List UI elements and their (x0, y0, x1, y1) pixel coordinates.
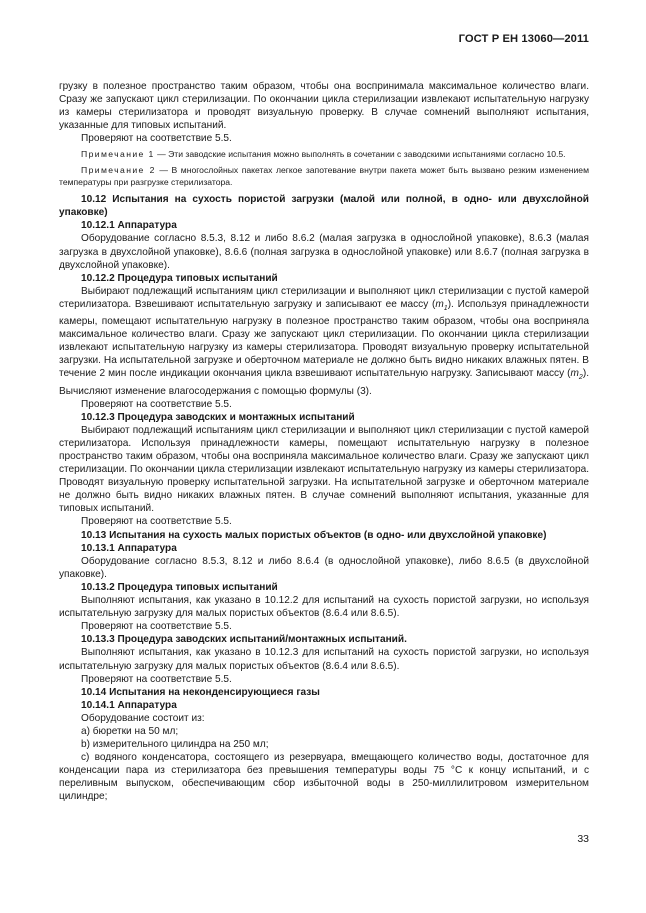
mass-symbol (570, 368, 583, 382)
list-item: c) водяного конденсатора, состоящего из резервуара, вмещающего количество воды, достаточное для конденсации пара из стерилизатора без превышения температуры воды 75 °C к концу испытаний, и с переливным выпуском, обеспечивающим сбор избыточной воды в 250-миллилитровом измерительном цилиндре; (59, 752, 589, 803)
paragraph: Оборудование состоит из: (81, 712, 205, 724)
paragraph: Проверяют на соответствие 5.5. (81, 133, 232, 145)
paragraph: Оборудование согласно 8.5.3, 8.12 и либо 8.6.2 (малая загрузка в однослойной упаковке), 8.6.3 (малая загрузка в двухслойной упаковке), 8.6.6 (полная загрузка в однослойной упаковке) или 8.6.7 (полная загрузка в двухслойной упаковке). (59, 233, 589, 271)
subscript: 2 (578, 374, 583, 382)
note-label: Примечание 2 (81, 165, 156, 176)
section-heading-10-13: 10.13 Испытания на сухость малых пористых объектов (в одно- или двухслойной упаковке) (81, 529, 547, 541)
subsection-heading-10-12-3: 10.12.3 Процедура заводских и монтажных испытаний (81, 411, 355, 423)
paragraph: Выбирают подлежащий испытаниям цикл стерилизации и выполняют цикл стерилизации с пустой камерой стерилизатора. Используя принадлежности камеры, помещают испытательную нагрузку в полезное пространство таким образом, чтобы она восприняла максимальное количество влаги. Сразу же запускают цикл стерилизации. По окончании цикла стерилизации извлекают испытательную нагрузку из камеры стерилизатора. Проводят визуальную проверку испытательной загрузки. На испытательной загрузке и оберточном материале не должно быть видно никаких влажных пятен. В случае сомнений выполняют испытания, указанные для типовых испытаний. (59, 424, 589, 515)
mass-symbol (435, 299, 447, 310)
subscript: 1 (443, 304, 448, 312)
section-heading-10-14: 10.14 Испытания на неконденсирующиеся газы (81, 686, 320, 698)
page-number: 33 (577, 833, 589, 845)
note-text: — Эти заводские испытания можно выполнять в сочетании с заводскими испытаниями согласно 10.5. (154, 149, 566, 160)
standard-code-header: ГОСТ Р ЕН 13060—2011 (458, 33, 589, 45)
document-body (59, 80, 589, 804)
subsection-heading-10-12-2: 10.12.2 Процедура типовых испытаний (81, 272, 278, 284)
note-text: — В многослойных пакетах легкое запотевание внутри пакета может быть вызвано резким изменением температуры при разгрузке стерилизатора. (59, 165, 589, 188)
subsection-heading-10-13-3: 10.13.3 Процедура заводских испытаний/монтажных испытаний. (81, 634, 407, 646)
subsection-heading-10-12-1: 10.12.1 Аппаратура (81, 220, 177, 232)
paragraph (59, 285, 589, 398)
text-run: ). Вычисляют изменение влагосодержания с помощью формулы (3). (59, 368, 589, 397)
symbol: m (570, 368, 579, 380)
paragraph: Выполняют испытания, как указано в 10.12.3 для испытаний на сухость пористой загрузки, но используя испытательную загрузку для малых пористых объектов (8.6.4 или 8.6.5). (59, 647, 589, 672)
paragraph: Выполняют испытания, как указано в 10.12.2 для испытаний на сухость пористой загрузки, но используя испытательную загрузку для малых пористых объектов (8.6.4 или 8.6.5). (59, 595, 589, 620)
symbol: m (435, 298, 444, 310)
subsection-heading-10-13-1: 10.13.1 Аппаратура (81, 542, 177, 554)
paragraph: грузку в полезное пространство таким образом, чтобы она воспринимала максимальное количество влаги. Сразу же запускают цикл стерилизации. По окончании цикла стерилизации извлекают испытательную нагрузку из камеры стерилизатора и проводят визуальную проверку. В случае сомнений выполняют испытания, указанные для типовых испытаний. (59, 81, 589, 132)
subsection-heading-10-14-1: 10.14.1 Аппаратура (81, 699, 177, 711)
paragraph: Проверяют на соответствие 5.5. (81, 398, 232, 410)
section-heading-10-12: 10.12 Испытания на сухость пористой загрузки (малой или полной, в одно- или двухслойной упаковке) (59, 194, 589, 219)
text-run: ). Используя принадлежности камеры, помещают испытательную нагрузку в полезное пространство таким образом, чтобы она восприняла максимальное количество влаги. Сразу же запускают цикл стерилизации. По окончании цикла стерилизации извлекают испытательную нагрузку из камеры стерилизатора. Проводят визуальную проверку испытательной загрузки. На испытательной загрузке и оберточном материале не должно быть видно никаких влажных пятен. В течение 2 мин после индикации окончания цикла взвешивают испытательную нагрузку. Записывают массу ( (59, 298, 589, 380)
paragraph: Оборудование согласно 8.5.3, 8.12 и либо 8.6.4 (в однослойной упаковке), либо 8.6.5 (в двухслойной упаковке). (59, 555, 589, 580)
paragraph: Проверяют на соответствие 5.5. (81, 516, 232, 528)
note-label: Примечание 1 (81, 149, 155, 160)
paragraph: Проверяют на соответствие 5.5. (81, 621, 232, 633)
note-1 (59, 149, 589, 161)
text-run: Выбирают подлежащий испытаниям цикл стерилизации и выполняют цикл стерилизации с пустой камерой стерилизатора. Взвешивают испытательную загрузку и записывают ее массу ( (59, 285, 589, 310)
note-2 (59, 165, 589, 189)
subsection-heading-10-13-2: 10.13.2 Процедура типовых испытаний (81, 581, 278, 593)
list-item: a) бюретки на 50 мл; (81, 725, 179, 737)
paragraph: Проверяют на соответствие 5.5. (81, 673, 232, 685)
list-item: b) измерительного цилиндра на 250 мл; (81, 739, 269, 751)
